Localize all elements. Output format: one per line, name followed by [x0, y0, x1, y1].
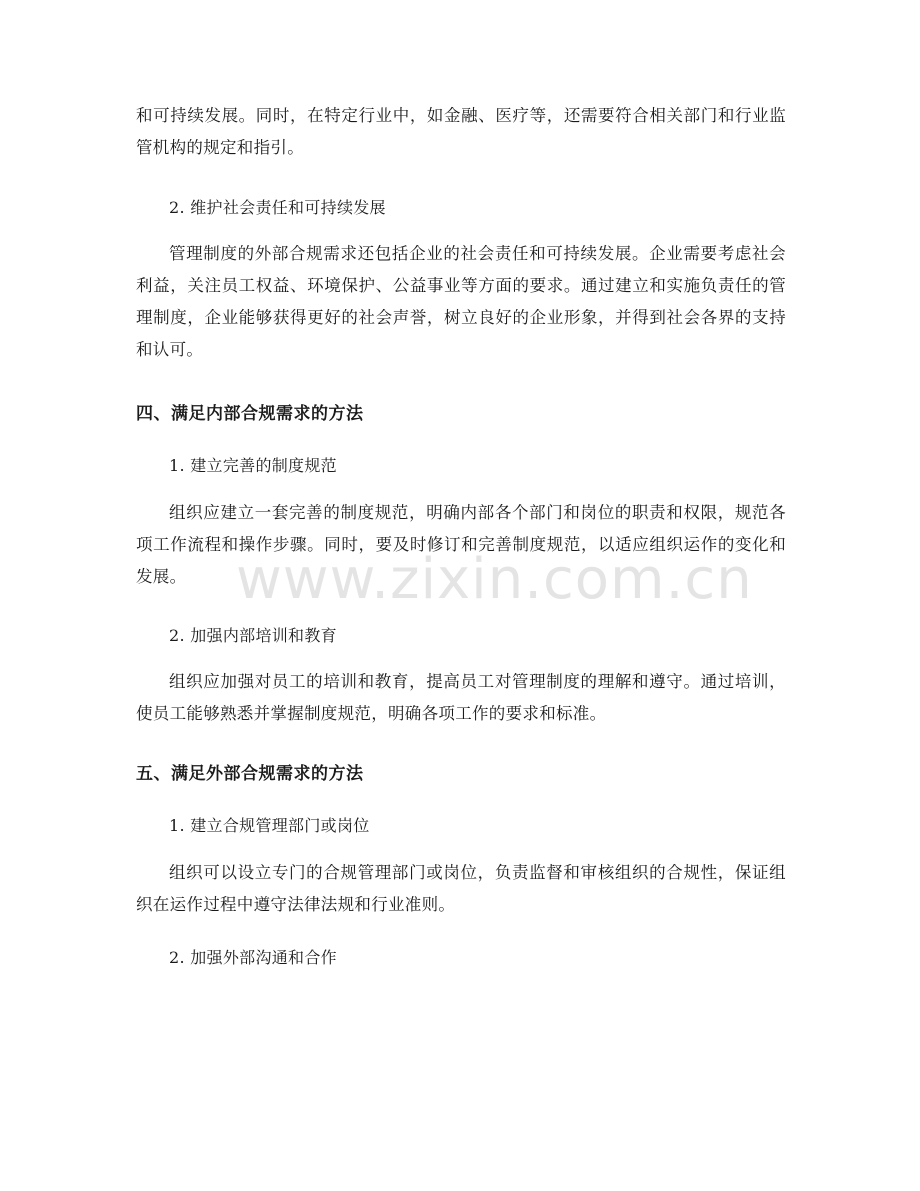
section-heading-internal: 四、满足内部合规需求的方法: [136, 404, 364, 424]
paragraph-internal-training: 组织应加强对员工的培训和教育，提高员工对管理制度的理解和遵守。通过培训，使员工能够熟悉并掌握制度规范，明确各项工作的要求和标准。: [136, 672, 786, 723]
section-heading-external: 五、满足外部合规需求的方法: [136, 764, 364, 784]
subheading-external-communication: 2. 加强外部沟通和合作: [169, 948, 337, 967]
subheading-internal-training: 2. 加强内部培训和教育: [169, 626, 337, 645]
subheading-system-norms: 1. 建立完善的制度规范: [169, 456, 337, 475]
paragraph-continuation: 和可持续发展。同时，在特定行业中，如金融、医疗等，还需要符合相关部门和行业监管机构的规定和指引。: [136, 106, 786, 157]
watermark: www.zixin.com.cn: [236, 547, 753, 612]
paragraph-compliance-department: 组织可以设立专门的合规管理部门或岗位，负责监督和审核组织的合规性，保证组织在运作过程中遵守法律法规和行业准则。: [136, 863, 786, 914]
paragraph-system-norms: 组织应建立一套完善的制度规范，明确内部各个部门和岗位的职责和权限，规范各项工作流程和操作步骤。同时，要及时修订和完善制度规范，以适应组织运作的变化和发展。: [136, 503, 786, 586]
subheading-social-responsibility: 2. 维护社会责任和可持续发展: [169, 198, 386, 217]
paragraph-social-responsibility: 管理制度的外部合规需求还包括企业的社会责任和可持续发展。企业需要考虑社会利益，关注员工权益、环境保护、公益事业等方面的要求。通过建立和实施负责任的管理制度，企业能够获得更好的社会声誉，树立良好的企业形象，并得到社会各界的支持和认可。: [136, 244, 786, 359]
subheading-compliance-department: 1. 建立合规管理部门或岗位: [169, 816, 370, 835]
